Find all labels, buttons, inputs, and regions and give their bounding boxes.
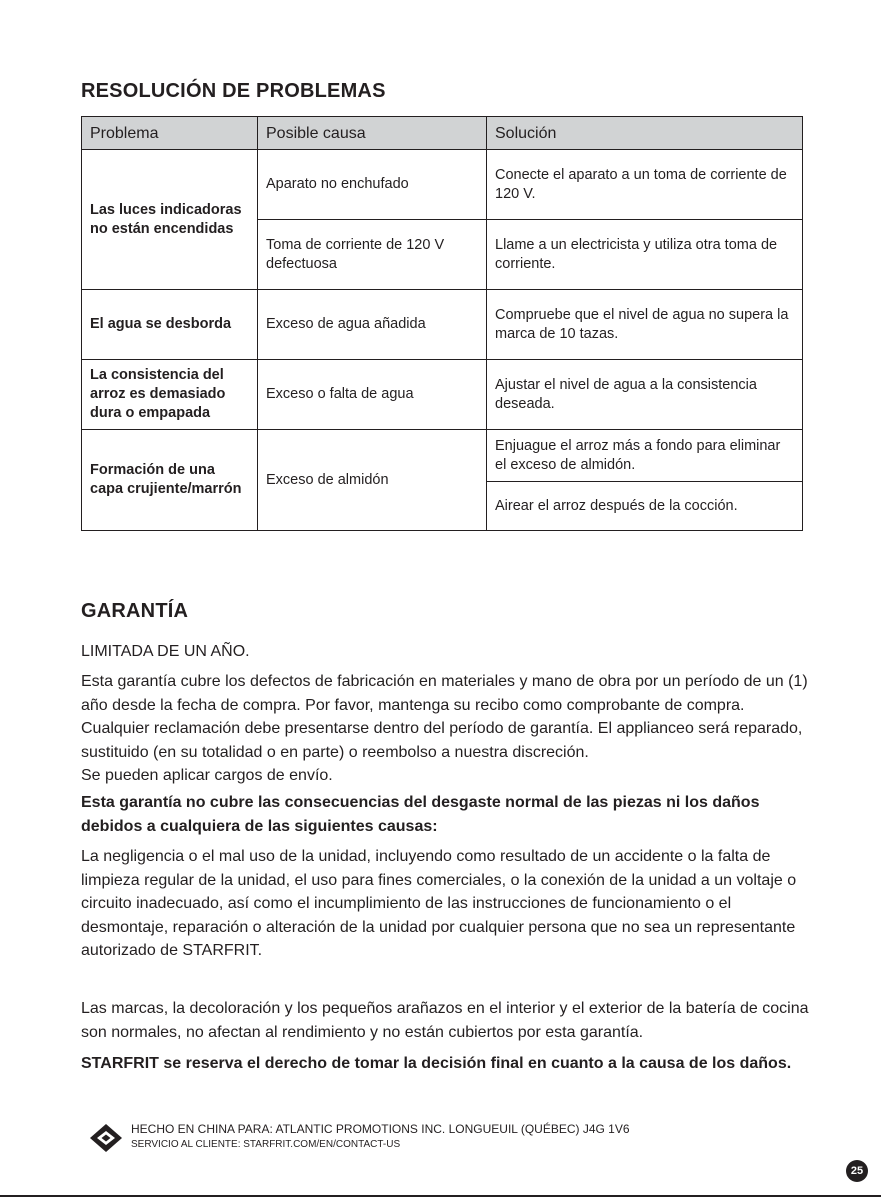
page-number-badge: 25: [846, 1160, 868, 1182]
warranty-exclusions-paragraph: La negligencia o el mal uso de la unidad, incluyendo como resultado de un accidente o la falta de limpieza regular de la unidad, el uso para fines comerciales, o la conexión de la unidad a un voltaje o circuito inadecuado, así como el incumplimiento de las instrucciones de funcionamiento o el desmontaje, reparación o alteración de la unidad por cualquier persona que no sea un representante autorizado de STARFRIT.: [81, 848, 797, 959]
cause-cell: Exceso de agua añadida: [258, 290, 487, 360]
bottom-rule: [0, 1195, 881, 1197]
warranty-title: GARANTÍA: [81, 600, 189, 622]
solution-cell: Ajustar el nivel de agua a la consistencia deseada.: [487, 360, 803, 430]
shipping-charges-text: Se pueden aplicar cargos de envío.: [81, 767, 333, 784]
problem-cell: La consistencia del arroz es demasiado dura o empapada: [82, 360, 258, 430]
footer-customer-service: SERVICIO AL CLIENTE: STARFRIT.COM/EN/CONTACT-US: [131, 1139, 401, 1150]
solution-cell: Enjuague el arroz más a fondo para eliminar el exceso de almidón.: [487, 430, 803, 482]
header-problem: Problema: [82, 117, 258, 150]
final-decision-statement: STARFRIT se reserva el derecho de tomar la decisión final en cuanto a la causa de los daños.: [81, 1055, 792, 1072]
table-row: [82, 430, 803, 482]
header-solution: Solución: [487, 117, 803, 150]
warranty-coverage-text: Esta garantía cubre los defectos de fabricación en materiales y mano de obra por un período de un (1) año desde la fecha de compra. Por favor, mantenga su recibo como comprobante de compra. Cualquier reclamación debe presentarse dentro del período de garantía. El applianceo será reparado, sustituido (en su totalidad o en parte) o reembolso a nuestra discreción.: [81, 673, 808, 761]
table-header-row: [82, 117, 803, 150]
problem-cell: El agua se desborda: [82, 290, 258, 360]
warranty-subtitle: LIMITADA DE UN AÑO.: [81, 643, 250, 660]
cosmetic-marks-paragraph: Las marcas, la decoloración y los pequeños arañazos en el interior y el exterior de la batería de cocina son normales, no afectan al rendimiento y no están cubiertos por esta garantía.: [81, 1000, 809, 1041]
cause-cell: Aparato no enchufado: [258, 150, 487, 220]
solution-cell: Llame a un electricista y utiliza otra toma de corriente.: [487, 220, 803, 290]
starfrit-diamond-logo-icon: [88, 1122, 124, 1154]
solution-cell: Compruebe que el nivel de agua no supera la marca de 10 tazas.: [487, 290, 803, 360]
solution-cell: Conecte el aparato a un toma de corriente de 120 V.: [487, 150, 803, 220]
cause-cell: Toma de corriente de 120 V defectuosa: [258, 220, 487, 290]
problem-cell: Formación de una capa crujiente/marrón: [82, 430, 258, 531]
cause-cell: Exceso o falta de agua: [258, 360, 487, 430]
solution-cell: Airear el arroz después de la cocción.: [487, 482, 803, 531]
cause-cell: Exceso de almidón: [258, 430, 487, 531]
table-row: [82, 360, 803, 430]
footer-made-in: HECHO EN CHINA PARA: ATLANTIC PROMOTIONS INC. LONGUEUIL (QUÉBEC) J4G 1V6: [131, 1122, 630, 1136]
problem-cell: Las luces indicadoras no están encendidas: [82, 150, 258, 290]
header-cause: Posible causa: [258, 117, 487, 150]
table-row: [82, 290, 803, 360]
warranty-paragraph: [81, 670, 811, 788]
warranty-exclusions-heading: Esta garantía no cubre las consecuencias del desgaste normal de las piezas ni los daños debidos a cualquiera de las siguientes causas:: [81, 794, 760, 835]
troubleshooting-table: [81, 116, 803, 531]
troubleshooting-title: RESOLUCIÓN DE PROBLEMAS: [81, 80, 386, 102]
table-row: [82, 150, 803, 220]
